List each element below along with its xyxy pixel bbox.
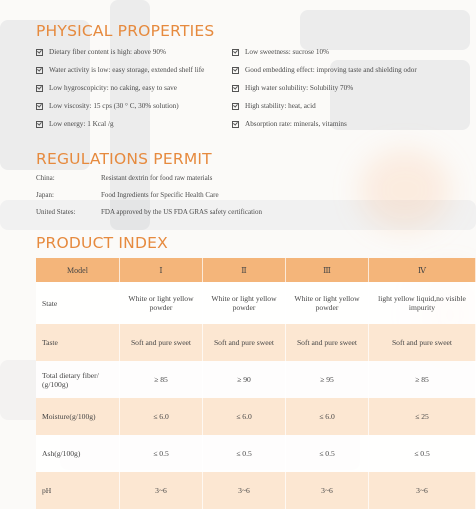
header-model-1: Ⅰ — [120, 258, 203, 282]
checkbox-icon — [36, 67, 43, 74]
table-cell: ≤ 0.5 — [369, 435, 476, 472]
property-item: High water solubility: Solubility 70% — [232, 84, 353, 92]
row-label: State — [36, 282, 120, 324]
product-index-table — [36, 258, 476, 509]
table-cell: White or light yellow powder — [203, 282, 286, 324]
regulation-region: United States: — [36, 208, 76, 216]
checkbox-icon — [36, 103, 43, 110]
table-cell: Soft and pure sweet — [369, 324, 476, 361]
header-model-2: Ⅱ — [203, 258, 286, 282]
property-item: Low energy: 1 Kcal /g — [36, 120, 114, 128]
property-item: High stability: heat, acid — [232, 102, 316, 110]
checkbox-icon — [36, 121, 43, 128]
table-header-row — [36, 258, 476, 282]
property-item: Low hygroscopicity: no caking, easy to save — [36, 84, 177, 92]
checkbox-icon — [36, 49, 43, 56]
table-row — [36, 282, 476, 324]
table-cell: Soft and pure sweet — [203, 324, 286, 361]
checkbox-icon — [232, 85, 239, 92]
table-cell: White or light yellow powder — [120, 282, 203, 324]
property-item: Low viscosity: 15 cps (30 ° C, 30% solution) — [36, 102, 179, 110]
table-cell: ≥ 85 — [369, 361, 476, 398]
table-cell: White or light yellow powder — [286, 282, 369, 324]
property-item: Water activity is low: easy storage, extended shelf life — [36, 66, 204, 74]
checkbox-icon — [232, 67, 239, 74]
table-cell: ≤ 6.0 — [203, 398, 286, 435]
regulation-text: FDA approved by the US FDA GRAS safety certification — [101, 208, 262, 216]
regulations-permit-title: REGULATIONS PERMIT — [36, 150, 212, 168]
table-cell: ≤ 25 — [369, 398, 476, 435]
physical-properties-title: PHYSICAL PROPERTIES — [36, 22, 215, 40]
table-cell: ≥ 85 — [120, 361, 203, 398]
checkbox-icon — [232, 49, 239, 56]
table-row — [36, 324, 476, 361]
property-item: Dietary fiber content is high: above 90% — [36, 48, 166, 56]
table-cell: ≤ 0.5 — [203, 435, 286, 472]
row-label: Moisture(g/100g) — [36, 398, 120, 435]
table-cell: ≤ 0.5 — [286, 435, 369, 472]
table-cell: light yellow liquid,no visible impurity — [369, 282, 476, 324]
regulation-region: China: — [36, 174, 55, 182]
row-label: pH — [36, 472, 120, 509]
table-row — [36, 435, 476, 472]
header-model-4: Ⅳ — [369, 258, 476, 282]
property-item: Good embedding effect: improving taste and shielding odor — [232, 66, 417, 74]
table-cell: 3~6 — [203, 472, 286, 509]
table-cell: 3~6 — [286, 472, 369, 509]
table-row — [36, 472, 476, 509]
regulation-region: Japan: — [36, 191, 54, 199]
table-cell: ≥ 90 — [203, 361, 286, 398]
table-cell: 3~6 — [369, 472, 476, 509]
product-index-title: PRODUCT INDEX — [36, 234, 168, 252]
row-label: Ash(g/100g) — [36, 435, 120, 472]
header-model-3: Ⅲ — [286, 258, 369, 282]
row-label: Taste — [36, 324, 120, 361]
table-cell: Soft and pure sweet — [286, 324, 369, 361]
table-cell: ≤ 0.5 — [120, 435, 203, 472]
table-cell: ≥ 95 — [286, 361, 369, 398]
header-model: Model — [36, 258, 120, 282]
table-row — [36, 361, 476, 398]
property-item: Absorption rate: minerals, vitamins — [232, 120, 347, 128]
table-row — [36, 398, 476, 435]
table-cell: ≤ 6.0 — [286, 398, 369, 435]
checkbox-icon — [36, 85, 43, 92]
table-cell: Soft and pure sweet — [120, 324, 203, 361]
regulation-text: Food Ingredients for Specific Health Care — [101, 191, 219, 199]
table-cell: ≤ 6.0 — [120, 398, 203, 435]
regulation-text: Resistant dextrin for food raw materials — [101, 174, 213, 182]
checkbox-icon — [232, 103, 239, 110]
checkbox-icon — [232, 121, 239, 128]
row-label: Total dietary fiber/ (g/100g) — [36, 361, 120, 398]
table-cell: 3~6 — [120, 472, 203, 509]
property-item: Low sweetness: sucrose 10% — [232, 48, 329, 56]
